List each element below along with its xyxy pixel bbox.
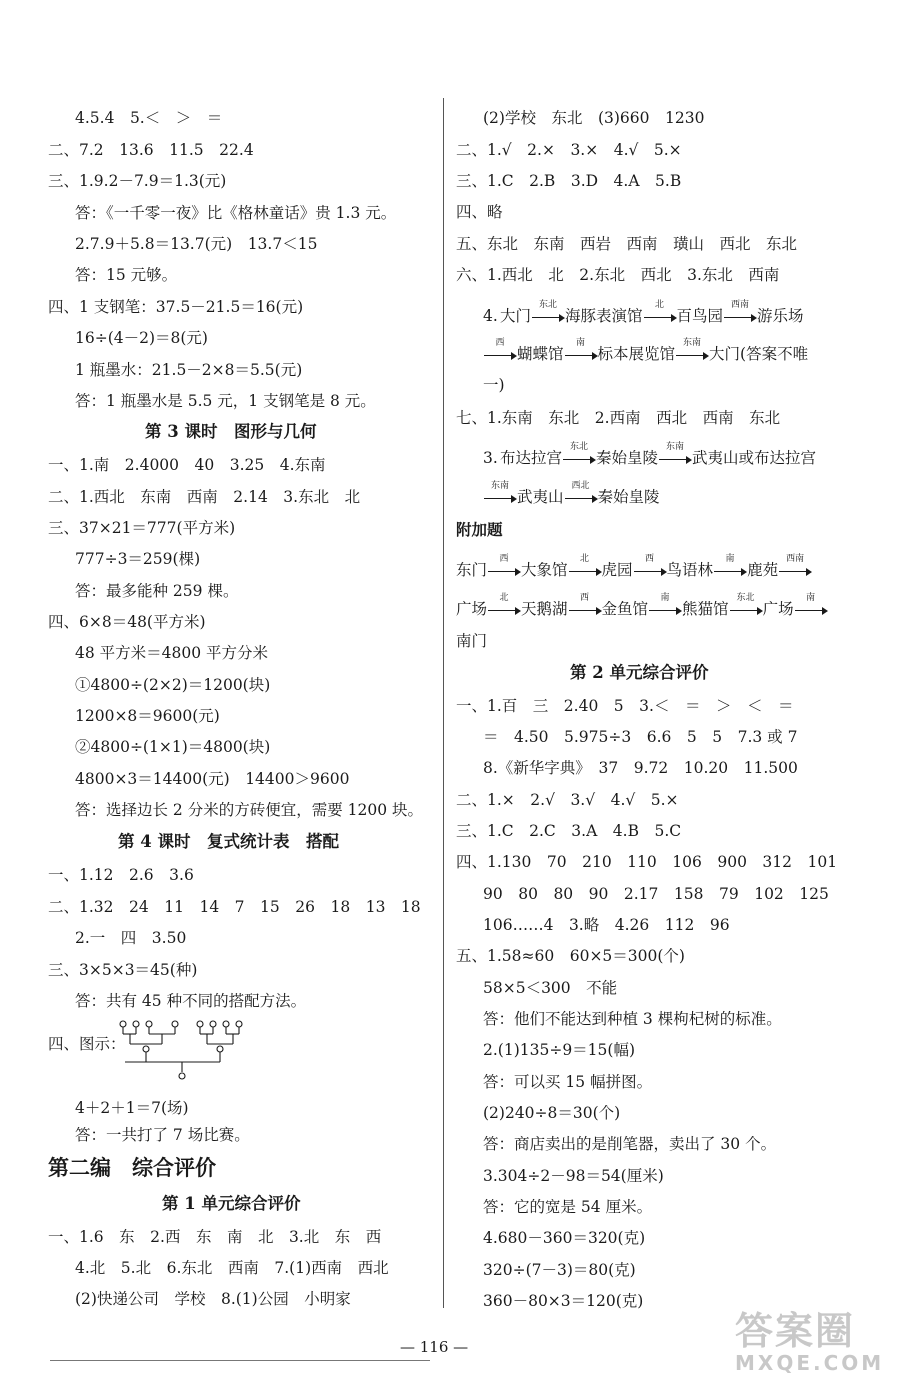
route-stop: 鸟语林 [666,561,714,579]
answer-line: 一、1.6 东 2.西 东 南 北 3.北 东 西 [48,1228,382,1246]
column-divider [443,98,444,1308]
route-line [456,554,812,580]
answer-line: 四、略 [456,203,503,221]
answer-line: 二、1.× 2.√ 3.√ 4.√ 5.× [456,791,679,809]
answer-line: 4. [483,307,498,325]
section-heading: 第 3 课时 图形与几何 [145,422,317,441]
route-stop: 百鸟园 [676,307,724,325]
route-stop: 熊猫馆 [682,600,729,618]
answer-line: 1200×8＝9600(元) [75,707,220,725]
answer-line: 答：1 瓶墨水是 5.5 元，1 支钢笔是 8 元。 [75,392,376,410]
answer-line: (2)240÷8＝30(个) [483,1104,621,1122]
route-line [483,338,809,364]
route-stop: 大门(答案不唯 [709,345,809,363]
direction-arrow [483,338,517,364]
direction-label: 西南 [786,554,805,564]
direction-label: 西 [645,554,655,564]
direction-label: 西 [580,593,590,603]
direction-arrow [487,593,521,619]
answer-line: 四、图示： [48,1035,126,1053]
route-stop: 武夷山 [517,488,564,506]
answer-line: 16÷(4－2)＝8(元) [75,329,208,347]
direction-label: 南 [806,593,816,603]
route-line [500,300,804,326]
answer-line: 360－80×3＝120(克) [483,1292,644,1310]
answer-line: 四、1.130 70 210 110 106 900 312 101 [456,853,838,871]
direction-arrow [568,593,602,619]
direction-arrow [713,554,747,580]
direction-label: 东南 [683,338,702,348]
direction-arrow [531,300,565,326]
direction-arrow [675,338,709,364]
route-stop: 标本展览馆 [597,345,676,363]
answer-line: 320÷(7－3)＝80(克) [483,1261,636,1279]
route-stop: 武夷山或布达拉宫 [692,449,817,467]
answer-line: 四、1 支钢笔：37.5－21.5＝16(元) [48,298,304,316]
answer-line: 90 80 80 90 2.17 158 79 102 125 [483,885,829,903]
direction-label: 南 [660,593,670,603]
direction-arrow [794,593,828,619]
answer-line: 答：它的宽是 54 厘米。 [483,1198,653,1216]
direction-label: 东南 [490,481,509,491]
answer-line: 五、1.58≈60 60×5＝300(个) [456,947,685,965]
answer-line: 1 瓶墨水：21.5－2×8＝5.5(元) [75,361,303,379]
answer-line: 五、东北 东南 西岩 西南 璜山 西北 东北 [456,235,798,253]
direction-label: 北 [580,554,590,564]
direction-arrow [487,554,521,580]
watermark-url: MXQE.COM [735,1351,885,1375]
part-title: 第二编 综合评价 [48,1155,216,1180]
answer-line: 答：《一千零一夜》比《格林童话》贵 1.3 元。 [75,204,397,222]
route-stop: 蝴蝶馆 [517,345,564,363]
route-stop: 广场 [762,600,794,618]
answer-line: 答：选择边长 2 分米的方砖便宜，需要 1200 块。 [75,801,424,819]
answer-line: (2)学校 东北 (3)660 1230 [483,109,705,127]
answer-line: 4.680－360＝320(克) [483,1229,646,1247]
answer-line: 二、1.√ 2.× 3.× 4.√ 5.× [456,141,682,159]
direction-arrow [562,442,596,468]
route-line [500,442,817,468]
section-heading: 第 1 单元综合评价 [162,1194,301,1213]
direction-arrow [564,481,598,507]
route-stop: 金鱼馆 [601,600,649,618]
answer-line: 777÷3＝259(棵) [75,550,201,568]
footer-rule [50,1360,430,1361]
answer-line: 七、1.东南 东北 2.西南 西北 西南 东北 [456,409,781,427]
direction-label: 东南 [666,442,685,452]
section-heading: 第 2 单元综合评价 [570,663,709,682]
answer-line: ①4800÷(2×2)＝1200(块) [75,676,271,694]
answer-line: 三、1.9.2－7.9＝1.3(元) [48,172,227,190]
answer-line: 答：共有 45 种不同的搭配方法。 [75,992,307,1010]
direction-label: 东北 [570,442,589,452]
answer-line: 3. [483,449,498,467]
route-stop: 鹿苑 [747,561,779,579]
watermark-logo [735,1300,884,1375]
answer-line: 二、1.西北 东南 西南 2.14 3.东北 北 [48,488,361,506]
answer-line: 3.304÷2－98＝54(厘米) [483,1167,664,1185]
answer-line: 一) [483,376,505,394]
direction-label: 东北 [539,300,558,310]
route-stop: 广场 [456,600,488,618]
answer-line: ②4800÷(1×1)＝4800(块) [75,738,271,756]
answer-line: 答：商店卖出的是削笔器，卖出了 30 个。 [483,1135,777,1153]
direction-arrow [723,300,757,326]
direction-label: 南 [576,338,586,348]
route-stop: 大门 [500,307,532,325]
tournament-bracket-diagram [115,1018,245,1084]
route-stop: 东门 [456,561,488,579]
route-stop: 布达拉宫 [500,449,563,467]
watermark-title: 答案圈 [735,1309,856,1353]
direction-label: 东北 [736,593,755,603]
direction-label: 西南 [731,300,750,310]
answer-line: (2)快递公司 学校 8.(1)公园 小明家 [75,1290,351,1308]
answer-line: 4＋2＋1＝7(场) [75,1099,189,1117]
answer-line: 答：他们不能达到种植 3 棵枸杞树的标准。 [483,1010,782,1028]
route-stop: 大象馆 [521,561,568,579]
direction-arrow [648,593,682,619]
answer-line: 三、37×21＝777(平方米) [48,519,236,537]
answer-line: 六、1.西北 北 2.东北 西北 3.东北 西南 [456,266,780,284]
route-stop: 游乐场 [757,307,804,325]
direction-label: 北 [655,300,665,310]
direction-label: 西 [499,554,509,564]
answer-line: 答：15 元够。 [75,266,178,284]
answer-line: 三、1.C 2.C 3.A 4.B 5.C [456,822,682,840]
answer-line: 三、1.C 2.B 3.D 4.A 5.B [456,172,682,190]
answer-line: 8.《新华字典》 37 9.72 10.20 11.500 [483,759,798,777]
answer-line: 四、6×8＝48(平方米) [48,613,206,631]
answer-line: 南门 [456,632,488,650]
answer-line: 2.一 四 3.50 [75,929,187,947]
direction-arrow [778,554,812,580]
direction-arrow [483,481,517,507]
page-number: — 116 — [400,1338,469,1356]
extra-title: 附加题 [456,520,503,539]
answer-line: 106……4 3.略 4.26 112 96 [483,916,730,934]
answer-line: 一、1.12 2.6 3.6 [48,866,194,884]
answer-line: 答：可以买 15 幅拼图。 [483,1073,653,1091]
answer-line: 答：一共打了 7 场比赛。 [75,1126,250,1144]
direction-arrow [633,554,667,580]
route-stop: 海豚表演馆 [565,307,643,325]
answer-line: 4.5.4 5.＜ ＞ ＝ [75,109,223,127]
answer-line: 2.7.9＋5.8＝13.7(元) 13.7＜15 [75,235,318,253]
direction-label: 西北 [571,481,590,491]
route-line [456,593,828,619]
answer-line: 4.北 5.北 6.东北 西南 7.(1)西南 西北 [75,1259,389,1277]
section-heading: 第 4 课时 复式统计表 搭配 [118,832,339,851]
direction-arrow [729,593,763,619]
route-stop: 秦始皇陵 [596,449,659,467]
route-stop: 天鹅湖 [521,600,568,618]
answer-line: 48 平方米＝4800 平方分米 [75,644,269,662]
route-stop: 秦始皇陵 [597,488,660,506]
direction-arrow [568,554,602,580]
answer-line: ＝ 4.50 5.975÷3 6.6 5 5 7.3 或 7 [483,728,798,746]
answer-line: 58×5＜300 不能 [483,979,618,997]
answer-line: 答：最多能种 259 棵。 [75,582,239,600]
answer-line: 三、3×5×3＝45(种) [48,961,198,979]
direction-label: 南 [725,554,735,564]
answer-line: 二、7.2 13.6 11.5 22.4 [48,141,254,159]
direction-label: 北 [499,593,509,603]
answer-line: 4800×3＝14400(元) 14400＞9600 [75,770,350,788]
direction-arrow [658,442,692,468]
direction-arrow [643,300,677,326]
route-stop: 虎园 [601,561,633,579]
direction-label: 西 [495,338,505,348]
direction-arrow [564,338,598,364]
answer-line: 2.(1)135÷9＝15(幅) [483,1041,635,1059]
route-line [483,481,660,507]
answer-line: 一、1.百 三 2.40 5 3.＜ ＝ ＞ ＜ ＝ [456,697,794,715]
answer-line: 二、1.32 24 11 14 7 15 26 18 13 18 [48,898,421,916]
answer-line: 一、1.南 2.4000 40 3.25 4.东南 [48,456,326,474]
